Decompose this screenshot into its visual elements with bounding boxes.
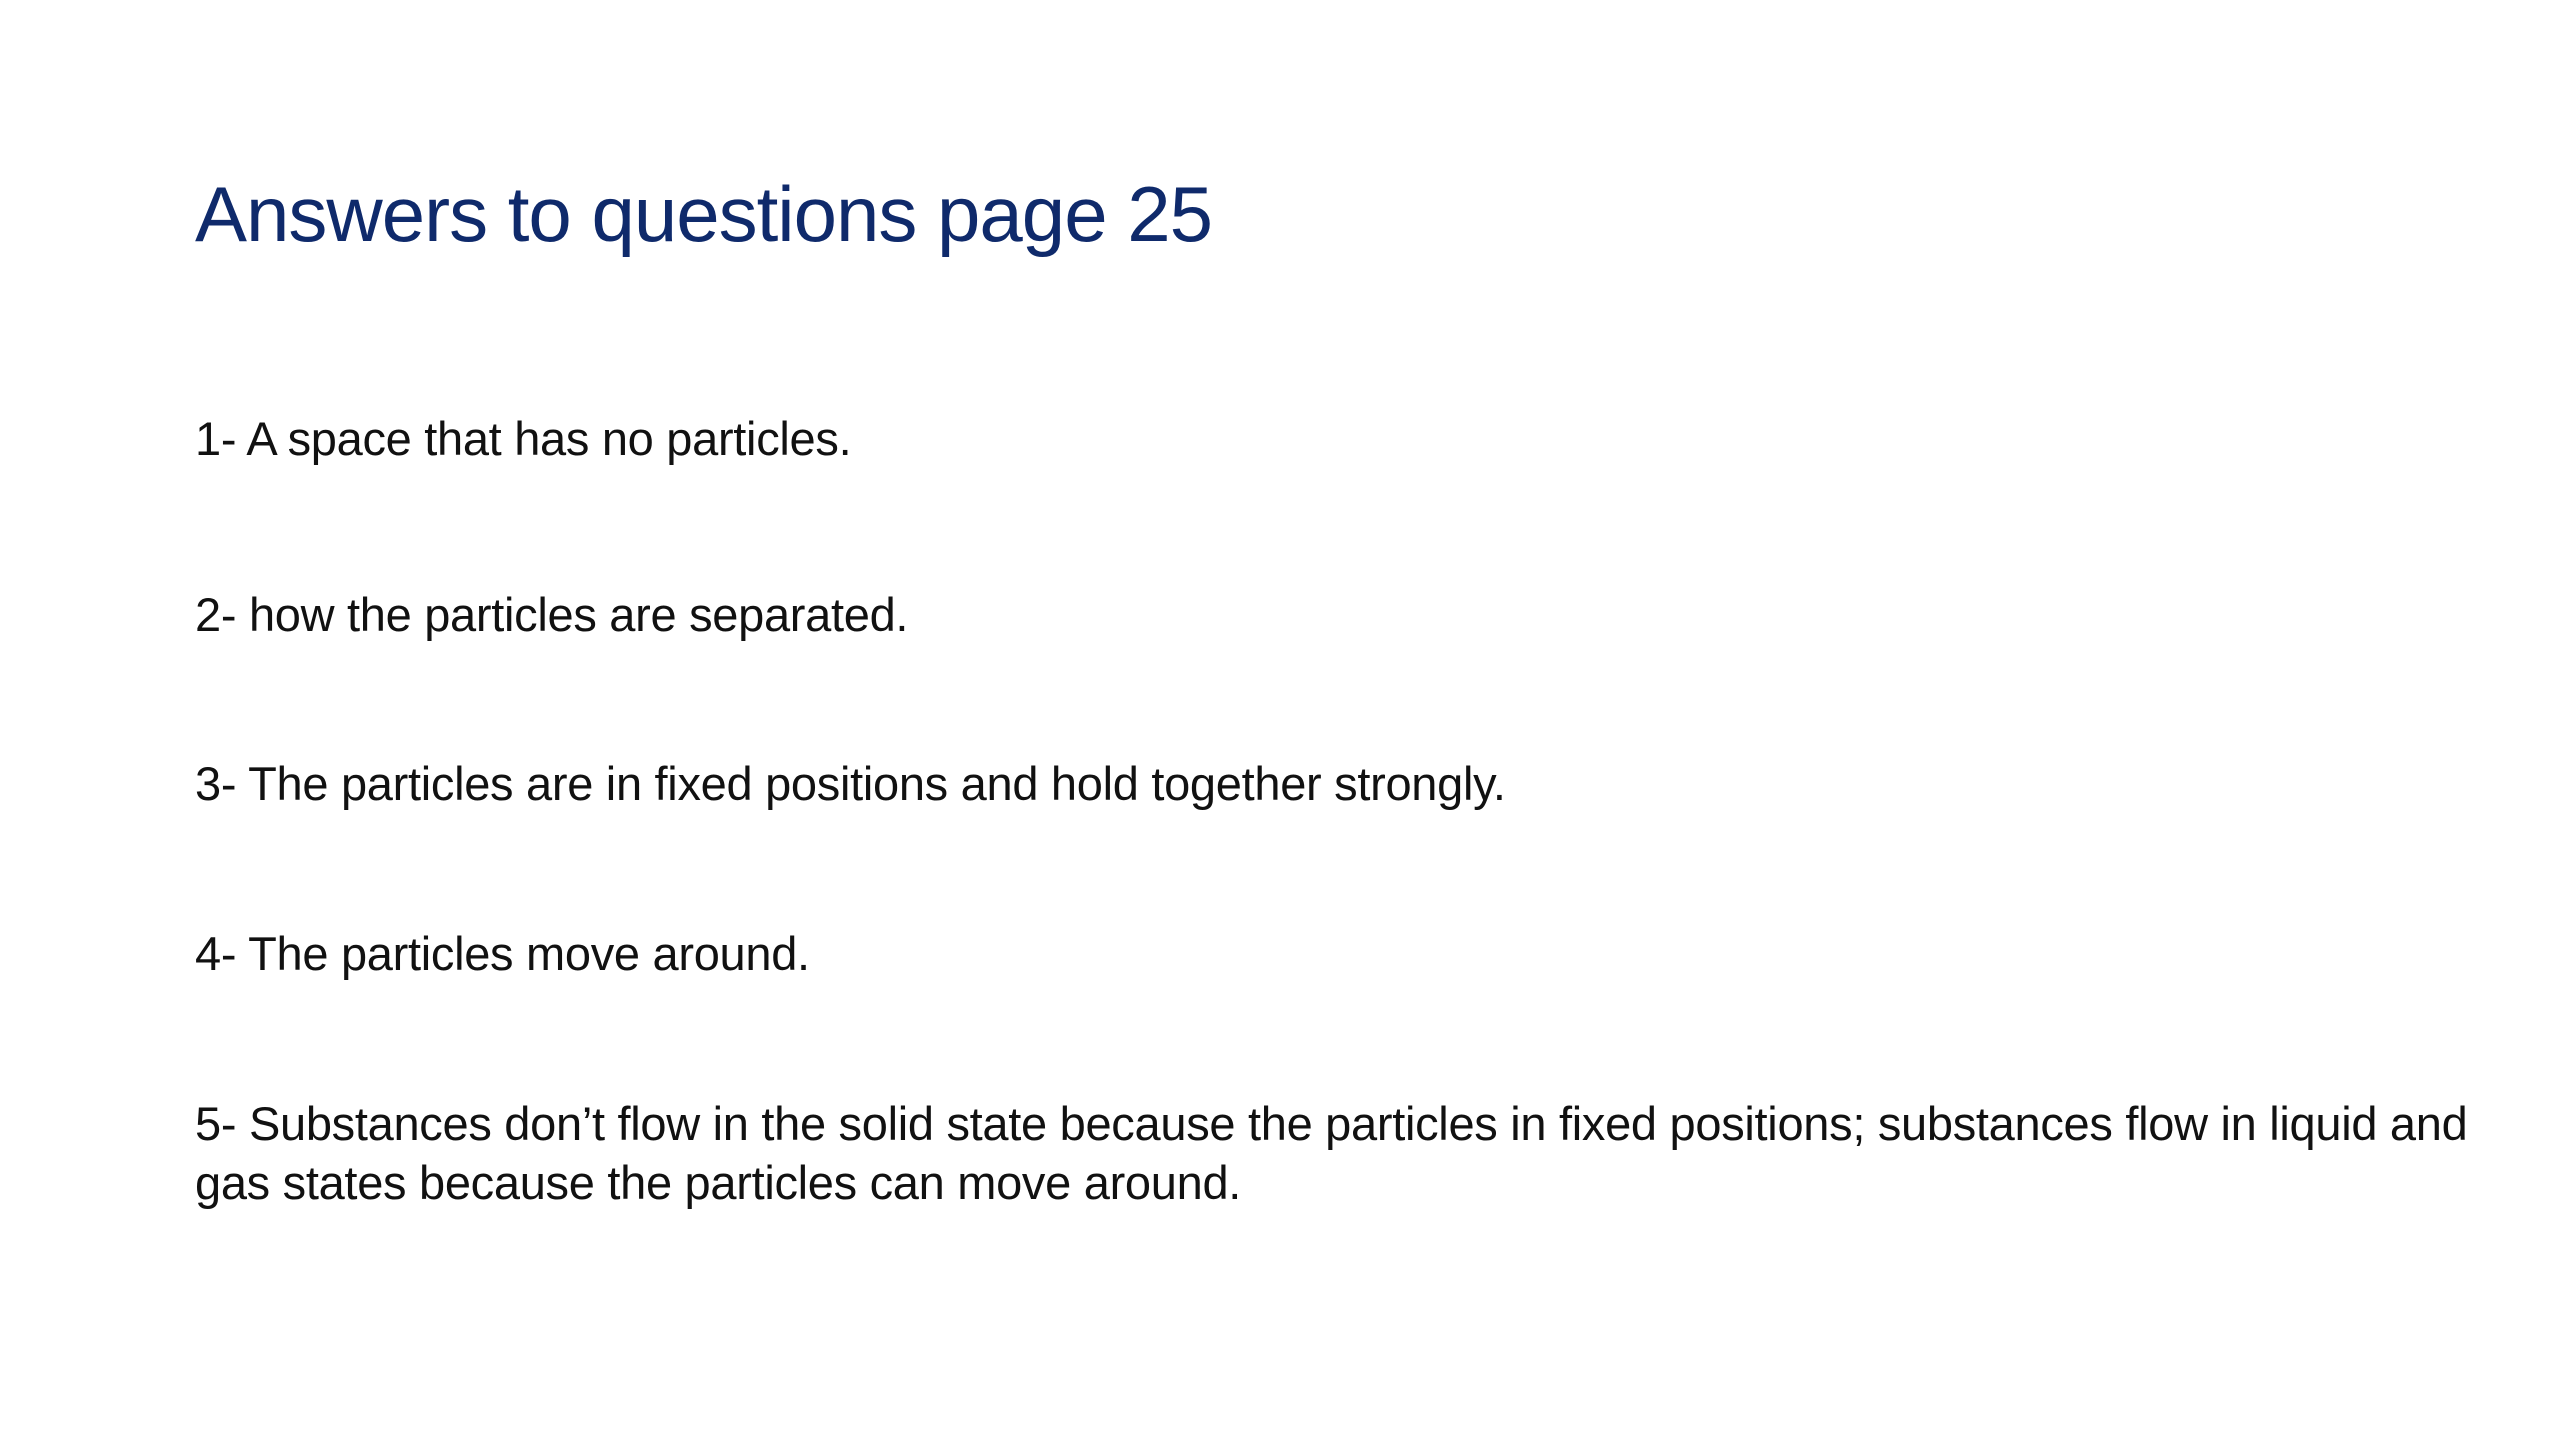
answer-2: 2- how the particles are separated. [195,588,909,641]
answer-1: 1- A space that has no particles. [195,412,852,465]
answer-4: 4- The particles move around. [195,927,810,980]
slide-title: Answers to questions page 25 [195,170,1213,258]
answer-3: 3- The particles are in fixed positions and hold together strongly. [195,757,1506,810]
answer-5: 5- Substances don’t flow in the solid state because the particles in fixed positions; substances flow in liquid and gas states because the particles can move around. [195,1097,2468,1209]
